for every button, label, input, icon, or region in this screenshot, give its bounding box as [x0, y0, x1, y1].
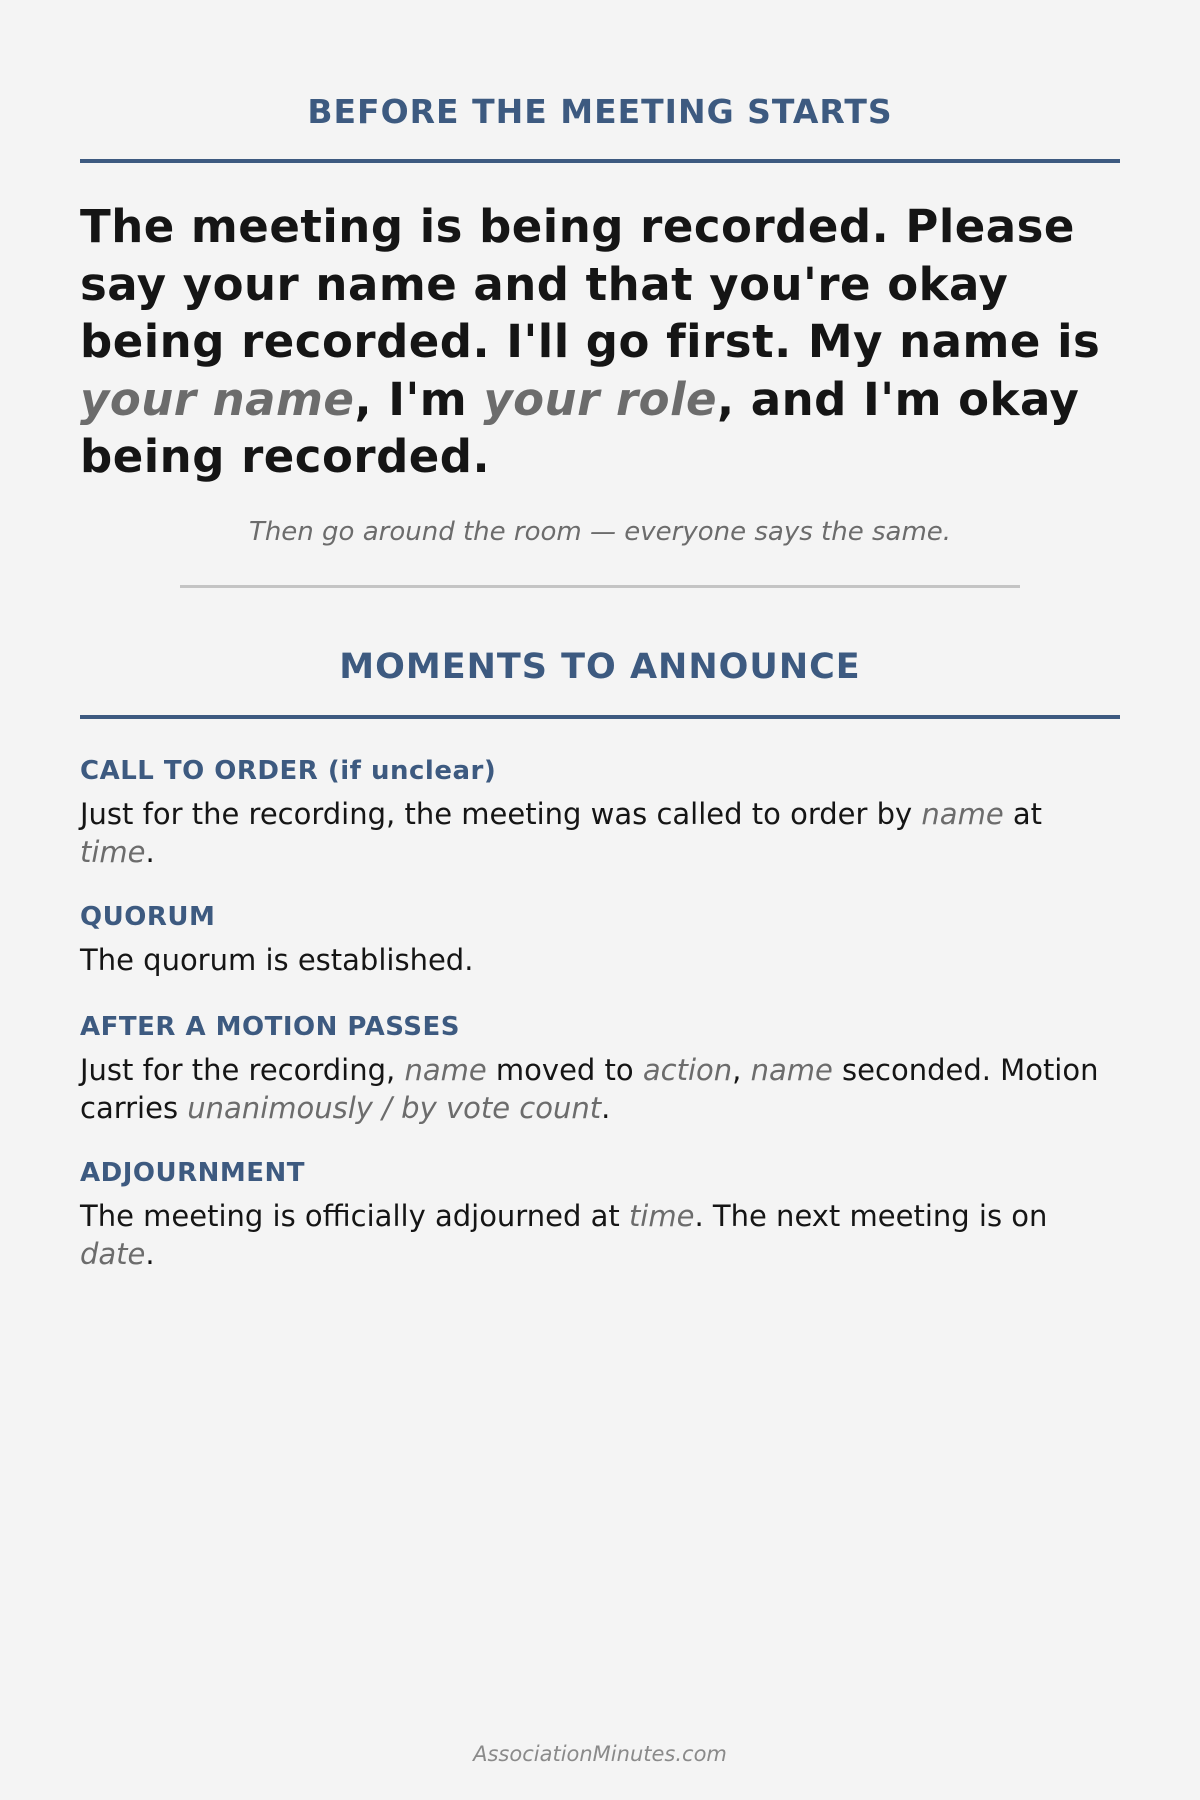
section-separator — [180, 585, 1020, 588]
section-divider-before-meeting — [80, 159, 1120, 163]
moment-text: seconded. Motion carries — [80, 1053, 1099, 1125]
placeholder-your-role: your role — [483, 372, 718, 426]
moment-text: Just for the recording, the meeting was called to order by — [80, 797, 922, 831]
moment-text: . — [601, 1090, 611, 1125]
placeholder-time: time — [80, 834, 146, 869]
moment-heading-quorum: QUORUM — [80, 902, 216, 932]
placeholder-name: name — [921, 797, 1004, 831]
moment-motion-passes — [80, 1010, 1120, 1127]
moment-heading-motion: AFTER A MOTION PASSES — [80, 1012, 460, 1042]
footer-site-name: AssociationMinutes.com — [473, 1742, 727, 1766]
section-title-moments: MOMENTS TO ANNOUNCE — [339, 647, 861, 687]
moment-text: moved to — [486, 1053, 643, 1087]
moment-text: . — [145, 1236, 155, 1271]
script-text-part2: , I'm — [354, 372, 484, 426]
placeholder-date: date — [80, 1236, 146, 1271]
recording-consent-script — [80, 198, 1140, 486]
placeholder-name: name — [404, 1053, 487, 1087]
section-divider-moments — [80, 715, 1120, 719]
instruction-note: Then go around the room — everyone says the same. — [248, 517, 952, 547]
moment-heading-adjournment: ADJOURNMENT — [80, 1158, 306, 1188]
placeholder-action: action — [642, 1053, 733, 1087]
moment-text: at — [1003, 797, 1043, 831]
moment-adjournment — [80, 1156, 1120, 1273]
moment-text: The meeting is officially adjourned at — [80, 1199, 629, 1233]
moment-script-call-to-order — [80, 796, 1120, 871]
script-text-part3: , and I'm okay being recorded. — [80, 372, 1080, 483]
placeholder-vote-count: unanimously / by vote count — [187, 1090, 602, 1125]
moment-text: , — [732, 1053, 751, 1087]
placeholder-name: name — [750, 1053, 833, 1087]
moment-text: Just for the recording, — [80, 1053, 405, 1087]
moment-script-motion — [80, 1052, 1120, 1127]
script-text-part1: The meeting is being recorded. Please say your name and that you're okay being recorded. I'll go first. My name is — [80, 200, 1101, 368]
section-title-before-meeting: BEFORE THE MEETING STARTS — [307, 92, 893, 131]
moment-heading-call-to-order: CALL TO ORDER (if unclear) — [80, 756, 497, 786]
moment-script-adjournment — [80, 1198, 1120, 1273]
moment-call-to-order — [80, 754, 1120, 871]
moment-text: . The next meeting is on — [694, 1199, 1048, 1233]
placeholder-time: time — [628, 1199, 695, 1233]
moment-script-quorum: The quorum is established. — [80, 943, 474, 977]
moment-text: . — [145, 834, 155, 869]
moment-quorum — [80, 900, 1120, 980]
placeholder-your-name: your name — [80, 372, 355, 426]
